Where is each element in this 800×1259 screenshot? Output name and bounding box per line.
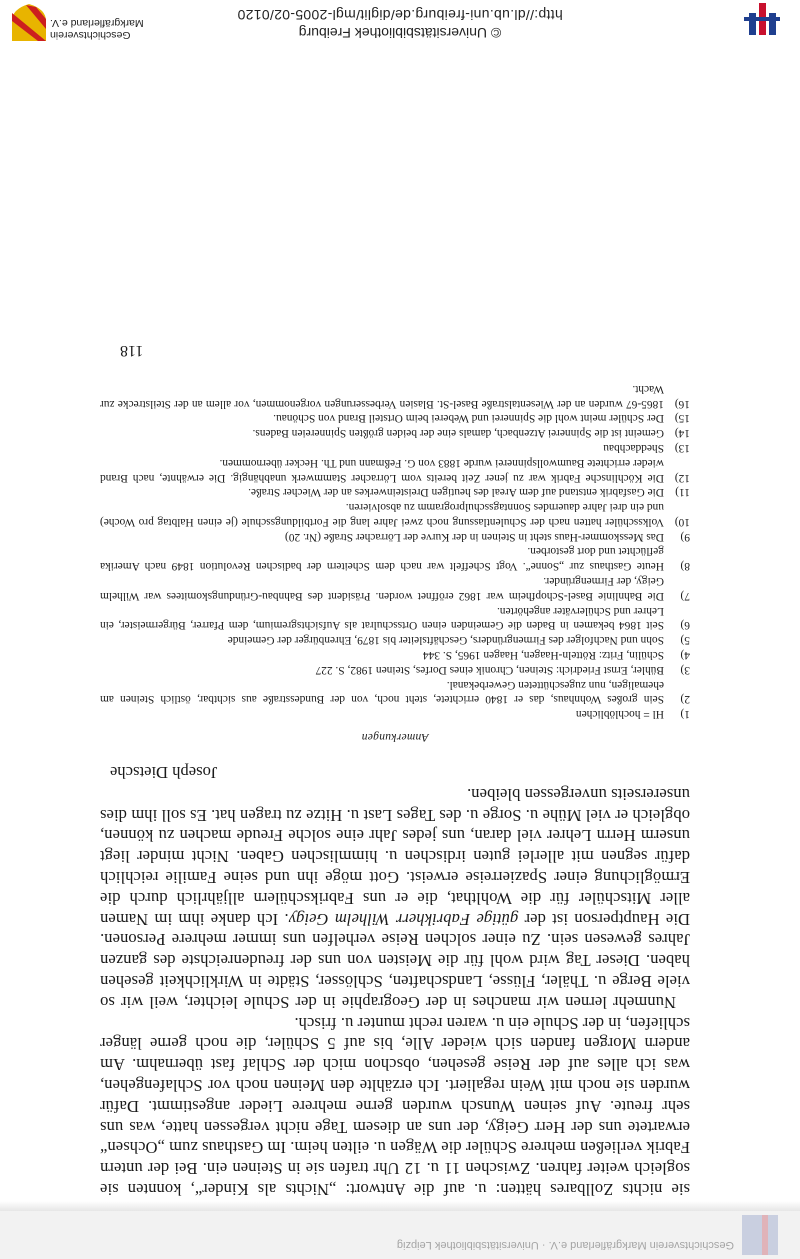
body-paragraph xyxy=(100,783,690,1012)
note-text: Heute Gasthaus zur „Sonne“. Vogt Scheffelt war nach dem Scheitern der badischen Revolution 1849 nach Amerika geflüchtet und dort gestorben. xyxy=(100,545,664,573)
note-number: 9) xyxy=(680,530,690,543)
note-item xyxy=(100,706,690,721)
note-item xyxy=(100,425,690,440)
university-library-logo-icon xyxy=(744,3,780,35)
note-item xyxy=(100,573,690,603)
note-item xyxy=(100,677,690,707)
note-text: Gemeint ist die Spinnerei Atzenbach, damals eine der beiden größten Spinnereien Badens. xyxy=(252,427,664,440)
note-text: Hl = hochlöblichen xyxy=(575,708,664,721)
note-text: Das Messkommer-Haus steht in Steinen in der Kurve der Lörracher Straße (Nr. 20) xyxy=(284,530,664,543)
note-number: 10) xyxy=(674,515,690,528)
coat-of-arms-icon xyxy=(10,3,48,43)
note-text: 1865-67 wurden an der Wiesentalstraße Basel-St. Blasien Verbesserungen vorgenommen, vor allem an der Steilstrecke zur Wacht. xyxy=(100,382,664,410)
note-number: 13) xyxy=(674,441,690,454)
body-text xyxy=(100,783,690,1199)
note-text: Sohn und Nachfolger des Firmengründers, Geschäftsleiter bis 1879, Ehrenbürger der Gemeinde xyxy=(227,634,664,647)
document-url-link[interactable]: http://dl.ub.uni-freiburg.de/diglit/mgl-2005-02/0120 xyxy=(237,7,563,23)
note-item xyxy=(100,662,690,677)
note-item xyxy=(100,632,690,647)
paragraph-text: . Ich danke ihm im Namen aller Mitschüler für die Wohlthat, die er uns Fabrikschülern alljährlich durch die Ermöglichung einer Spazierreise erweist. Gott möge ihn und seine Familie reichlich dafür segnen mit allerlei guten irdischen u. himmlischen Gaben. Nicht minder liegt unserm Herrn Lehrer viel daran, uns jedes Jahr eine solche Freude machen zu können, obgleich er viel Mühe u. Sorge u. des Tages Last u. Hitze zu tragen hat. Es soll ihm dies unsererseits unvergessen bleiben. xyxy=(100,784,690,929)
copyright-text: © Universitätsbibliothek Freiburg xyxy=(298,25,502,41)
paragraph-text: sie nichts Zollbares hätten: u. auf die Antwort: „Nichts als Kinder“, konnten sie sogleich weiter fahren. Zwischen 11 u. 12 Uhr trafen sie in Steinen ein. Bei der untern Fabrik verließen mehrere Schüler die Wägen u. eilten heim. Im Gasthaus zum „Ochsen“ erwartete uns der Herr Geigy, der uns an diesem Tage nicht vergessen hatte, was uns sehr freute. Auf seinen Wunsch wurden gerne mehrere Lieder angestimmt. Dafür wurden sie noch mit Wein regaliert. Ich erzählte den Meinen noch vor Schlafengehen, was ich alles auf der Reise gesehen, obschon mich der Schlaf fast übernahm. Am andern Morgen fanden sich wieder Alle, bis auf 5 Schüler, die noch gerne länger schliefen, in der Schule ein u. waren recht munter u. frisch. xyxy=(100,1013,690,1199)
note-number: 15) xyxy=(674,412,690,425)
viewer-top-strip xyxy=(0,1211,800,1259)
top-strip-fade xyxy=(0,1201,800,1211)
note-number: 14) xyxy=(674,427,690,440)
note-number: 2) xyxy=(680,693,690,706)
note-text: Schülin, Fritz: Rötteln-Haagen, Haagen 1965, S. 344 xyxy=(422,649,664,662)
faded-logo-icon xyxy=(740,1213,780,1257)
note-item xyxy=(100,381,690,411)
note-item xyxy=(100,455,690,485)
note-item xyxy=(100,440,690,455)
society-name-line: Markgräflerland e.V. xyxy=(50,17,144,29)
note-text: Die Köchlinsche Fabrik war zu jener Zeit bereits vom Lörracher Stammwerk unabhängig. Die erwähnte, nach Brand wieder errichtete Baumwollspinnerei wurde 1883 von G. Feßmann und Th. Hecker übernommen. xyxy=(100,456,664,484)
viewer-top-left-text: Geschichtsverein Markgräflerland e.V. · Universitätsbibliothek Leipzig xyxy=(396,1239,734,1251)
note-item xyxy=(100,499,690,529)
note-number: 8) xyxy=(680,560,690,573)
body-paragraph xyxy=(100,1012,690,1199)
note-number: 16) xyxy=(674,397,690,410)
viewer-footer xyxy=(0,0,800,47)
note-number: 1) xyxy=(680,708,690,721)
note-number: 4) xyxy=(680,649,690,662)
note-text: Die Bahnlinie Basel-Schopfheim war 1862 eröffnet worden. Präsident des Bahnbau-Gründungskomitees war Wilhelm Geigy, der Firmengründer. xyxy=(100,575,664,602)
note-text: Sheddachbau xyxy=(603,441,664,454)
note-number: 6) xyxy=(680,619,690,632)
note-text: Volksschüler hatten nach der Schulentlassung noch zwei Jahre lang die Fortbildungsschule (je einen Halbtag pro Woche) und ein drei Jahre dauerndes Sonntagsschulprogramm zu absolvieren. xyxy=(100,501,664,528)
society-name-line: Geschichtsverein xyxy=(50,29,131,41)
note-text: Sein großes Wohnhaus, das er 1840 errichtete, steht noch, von der Bundesstraße aus sichtbar, östlich Steinen am ehemaligen, nun zugeschütteten Gewerbekanal. xyxy=(100,678,664,706)
note-item xyxy=(100,647,690,662)
note-number: 3) xyxy=(680,663,690,676)
note-number: 7) xyxy=(680,589,690,602)
paragraph-emphasis: gütige Fabrikherr Wilhelm Geigy xyxy=(288,909,519,929)
note-item xyxy=(100,485,690,500)
note-text: Bühler, Ernst Friedrich: Steinen, Chronik eines Dorfes, Steinen 1982, S. 227 xyxy=(315,663,664,676)
note-item xyxy=(100,411,690,426)
note-item xyxy=(100,529,690,544)
page-number: 118 xyxy=(120,341,144,359)
note-text: Der Schüler meint wohl die Spinnerei und Weberei beim Ortsteil Brand von Schönau. xyxy=(273,412,664,425)
note-text: Seit 1864 bekamen in Baden die Gemeinden einen Ortsschulrat als Aufsichtsgremium, dem Pfarrer, Bürgermeister, ein Lehrer und Schülerväter angehörten. xyxy=(100,604,664,632)
notes-heading: Anmerkungen xyxy=(361,731,429,744)
paragraph-text: Nunmehr lernen wir manches in der Geographie in der Schule leichter, weil wir so viele Berge u. Thäler, Flüsse, Landschaften, Schlösser, Städte in Wirklichkeit gesehen haben. Dieser Tag wird wohl für die Meisten von uns der freudenreichste des ganzen Jahres gewesen sein. Zu einer solchen Reise verhelfen uns immer mehrere Personen. Die Hauptperson ist der xyxy=(100,909,690,1012)
main-content xyxy=(100,341,690,1199)
author-signature: Joseph Dietsche xyxy=(110,763,218,783)
notes-list xyxy=(100,381,690,721)
society-name xyxy=(50,17,190,41)
note-text: Die Gasfabrik entstand auf dem Areal des heutigen Dreisteinwerkes an der Wiecher Straße. xyxy=(248,486,664,499)
note-number: 12) xyxy=(674,471,690,484)
note-item xyxy=(100,603,690,633)
note-number: 11) xyxy=(675,486,690,499)
note-number: 5) xyxy=(680,634,690,647)
note-item xyxy=(100,544,690,574)
